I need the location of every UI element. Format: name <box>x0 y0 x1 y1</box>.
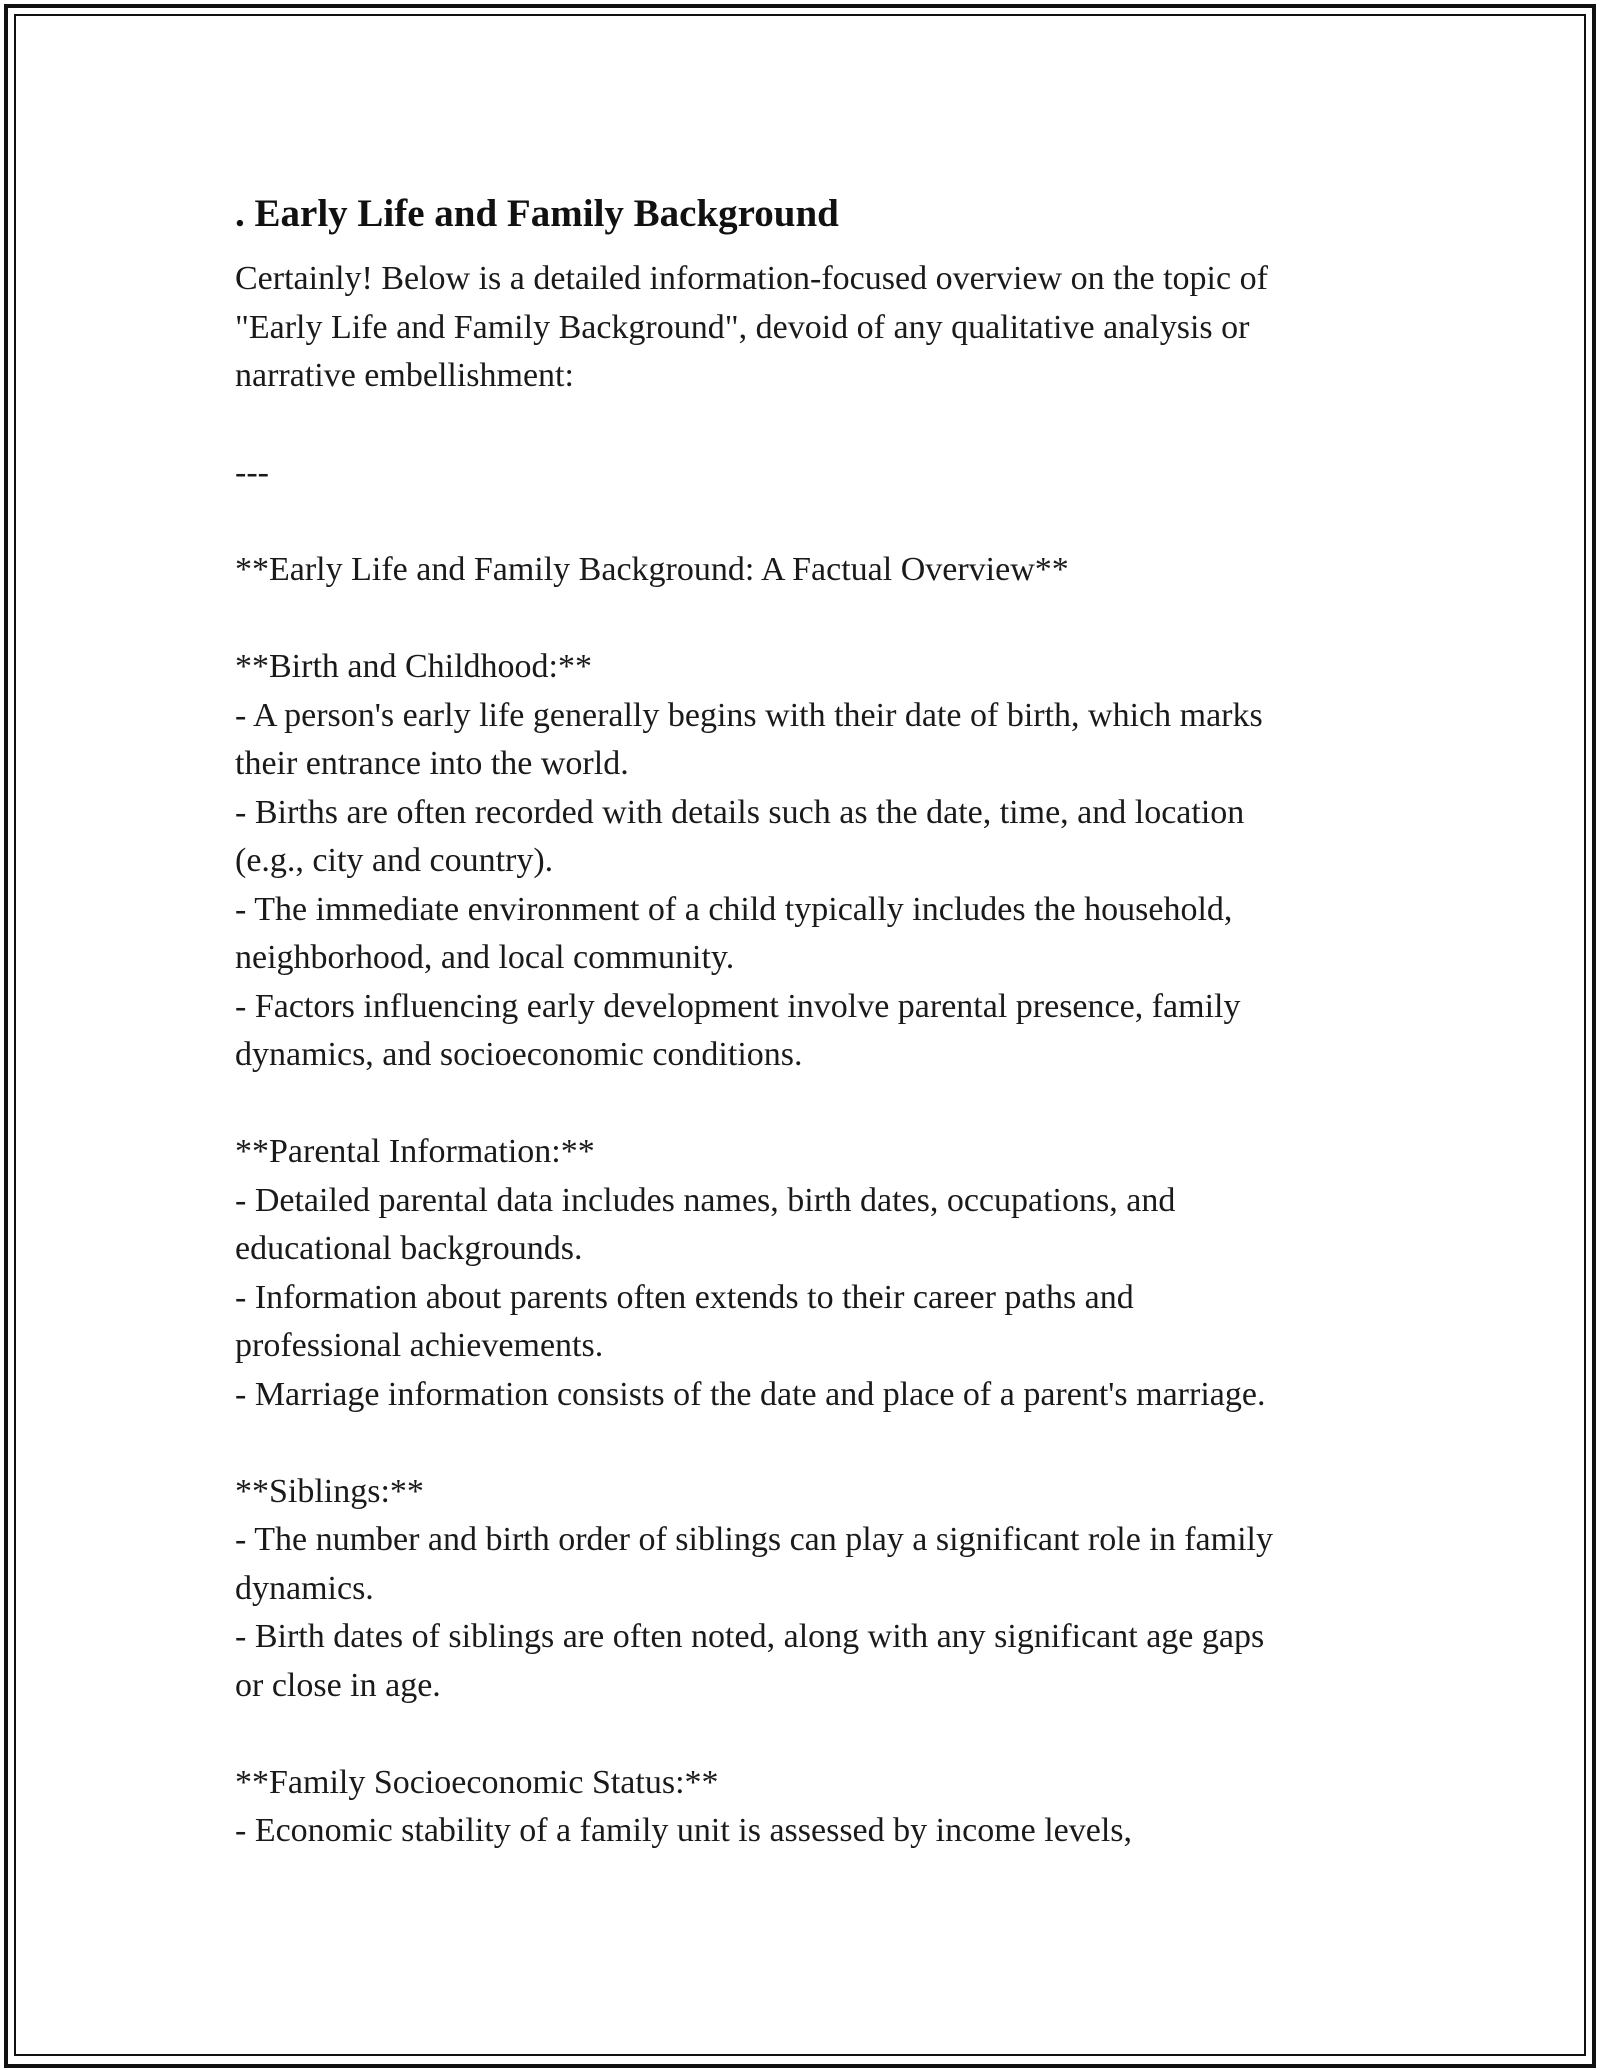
blank-line <box>235 1710 1385 1759</box>
subsection-heading: **Family Socioeconomic Status:** <box>235 1763 719 1801</box>
text-line: - Birth dates of siblings are often noted, along with any significant age gaps <box>235 1618 1265 1655</box>
text-line: - The immediate environment of a child typically includes the household, <box>235 890 1233 928</box>
separator-line: --- <box>235 454 269 491</box>
blank-line <box>235 401 1385 450</box>
text-line: neighborhood, and local community. <box>235 939 735 976</box>
text-line: - Information about parents often extends to their career paths and <box>235 1278 1134 1316</box>
text-line: or close in age. <box>235 1666 441 1704</box>
text-line: Certainly! Below is a detailed information-focused overview on the topic of <box>235 260 1268 297</box>
section-heading: **Early Life and Family Background: A Factual Overview** <box>235 551 1069 588</box>
subsection-heading: **Parental Information:** <box>235 1133 595 1170</box>
text-line: educational backgrounds. <box>235 1230 583 1267</box>
blank-line <box>235 595 1385 644</box>
text-line: "Early Life and Family Background", devoid of any qualitative analysis or <box>235 308 1250 346</box>
text-line: dynamics. <box>235 1569 374 1607</box>
text-block <box>235 255 1385 1856</box>
text-line: (e.g., city and country). <box>235 842 554 879</box>
text-line: - Factors influencing early development involve parental presence, family <box>235 987 1241 1025</box>
blank-line <box>235 498 1385 547</box>
page-title: . Early Life and Family Background <box>235 192 839 235</box>
text-line: - A person's early life generally begins with their date of birth, which marks <box>235 696 1263 734</box>
blank-line <box>235 1419 1385 1468</box>
text-line: narrative embellishment: <box>235 357 574 394</box>
subsection-heading: **Birth and Childhood:** <box>235 648 592 685</box>
text-line: dynamics, and socioeconomic conditions. <box>235 1036 803 1073</box>
blank-line <box>235 1080 1385 1129</box>
text-line: their entrance into the world. <box>235 745 629 782</box>
document-body <box>235 183 1385 1856</box>
text-line: - Economic stability of a family unit is assessed by income levels, <box>235 1812 1133 1849</box>
text-line: - Births are often recorded with details such as the date, time, and location <box>235 793 1245 831</box>
text-line: professional achievements. <box>235 1327 604 1364</box>
text-line: - The number and birth order of siblings can play a significant role in family <box>235 1521 1273 1558</box>
text-line: - Marriage information consists of the date and place of a parent's marriage. <box>235 1375 1266 1413</box>
text-line: - Detailed parental data includes names, birth dates, occupations, and <box>235 1181 1176 1219</box>
subsection-heading: **Siblings:** <box>235 1472 424 1510</box>
